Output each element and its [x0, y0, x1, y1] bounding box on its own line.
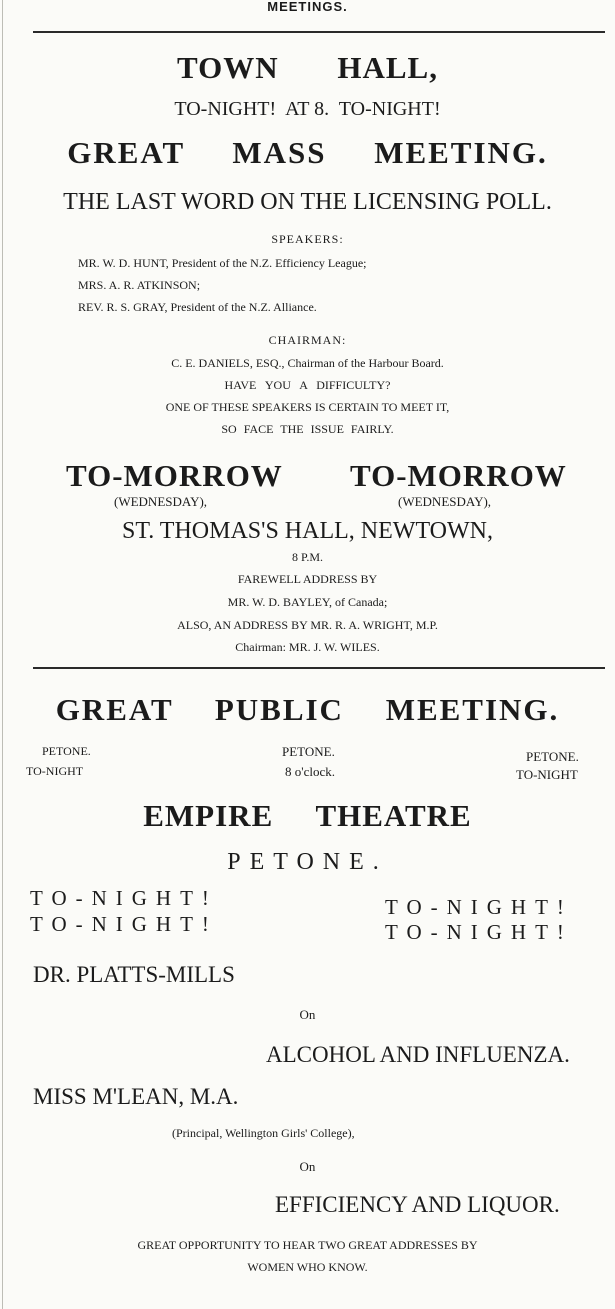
- ad3-town: PETONE.: [227, 849, 388, 875]
- ad1-title: GREAT MASS MEETING.: [67, 135, 548, 170]
- ad3-title: GREAT PUBLIC MEETING.: [55, 692, 560, 727]
- ad3-topic2: EFFICIENCY AND LIQUOR.: [275, 1192, 560, 1217]
- ad2-wednesday-left: (WEDNESDAY),: [114, 494, 208, 509]
- ad1-speaker-gray: REV. R. S. GRAY, President of the N.Z. Alliance.: [78, 300, 317, 314]
- ad3-mid-place: PETONE.: [282, 744, 335, 759]
- ad3-tonight-3: TO-NIGHT!: [385, 895, 573, 919]
- ad1-chairman-label: CHAIRMAN:: [268, 333, 347, 347]
- ad2-time: 8 P.M.: [291, 550, 323, 564]
- ad2-farewell: FAREWELL ADDRESS BY: [237, 572, 378, 586]
- section-header: MEETINGS.: [267, 0, 348, 14]
- ad3-on2: On: [299, 1159, 316, 1174]
- ad1-face: SO FACE THE ISSUE FAIRLY.: [221, 422, 394, 436]
- ad3-right-place: PETONE.: [526, 749, 579, 764]
- divider-top: [33, 31, 605, 33]
- ad2-tomorrow-left: TO-MORROW: [66, 458, 283, 493]
- ad3-speaker1: DR. PLATTS-MILLS: [33, 962, 235, 987]
- ad3-left-place: PETONE.: [42, 744, 91, 758]
- ad3-tonight-4: TO-NIGHT!: [385, 920, 573, 944]
- ad1-difficulty: HAVE YOU A DIFFICULTY?: [224, 378, 391, 392]
- ad1-speakers-label: SPEAKERS:: [271, 232, 344, 246]
- ad1-time-line: TO-NIGHT! AT 8. TO-NIGHT!: [174, 98, 441, 120]
- ad2-wednesday-right: (WEDNESDAY),: [398, 494, 492, 509]
- ad2-speaker: MR. W. D. BAYLEY, of Canada;: [227, 595, 388, 609]
- ad1-speaker-hunt: MR. W. D. HUNT, President of the N.Z. Efficiency League;: [78, 256, 367, 270]
- ad3-tonight-2: TO-NIGHT!: [30, 912, 218, 936]
- ad1-chairman: C. E. DANIELS, ESQ., Chairman of the Harbour Board.: [171, 356, 444, 370]
- ad3-right-time: TO-NIGHT: [516, 767, 578, 782]
- ad1-venue: TOWN HALL,: [177, 50, 438, 85]
- ad3-mid-time: 8 o'clock.: [285, 764, 335, 779]
- ad3-topic1: ALCOHOL AND INFLUENZA.: [266, 1042, 570, 1067]
- ad3-theatre: EMPIRE THEATRE: [143, 798, 472, 833]
- divider-middle: [33, 667, 605, 669]
- ad3-closing-1: GREAT OPPORTUNITY TO HEAR TWO GREAT ADDRESSES BY: [137, 1238, 478, 1252]
- ad3-tonight-1: TO-NIGHT!: [30, 886, 218, 910]
- ad1-subtitle: THE LAST WORD ON THE LICENSING POLL.: [63, 189, 552, 215]
- ad1-certain: ONE OF THESE SPEAKERS IS CERTAIN TO MEET IT,: [165, 400, 450, 414]
- ad3-speaker2-role: (Principal, Wellington Girls' College),: [172, 1126, 355, 1140]
- ad3-on1: On: [299, 1007, 316, 1022]
- ad3-closing-2: WOMEN WHO KNOW.: [247, 1260, 368, 1274]
- ad3-left-time: TO-NIGHT: [26, 764, 84, 778]
- ad2-also: ALSO, AN ADDRESS BY MR. R. A. WRIGHT, M.P.: [177, 618, 438, 632]
- ad2-tomorrow-right: TO-MORROW: [350, 458, 567, 493]
- ad1-speaker-atkinson: MRS. A. R. ATKINSON;: [78, 278, 201, 292]
- ad2-venue: ST. THOMAS'S HALL, NEWTOWN,: [122, 518, 493, 544]
- ad3-speaker2: MISS M'LEAN, M.A.: [33, 1084, 239, 1109]
- ad2-chairman: Chairman: MR. J. W. WILES.: [235, 640, 380, 654]
